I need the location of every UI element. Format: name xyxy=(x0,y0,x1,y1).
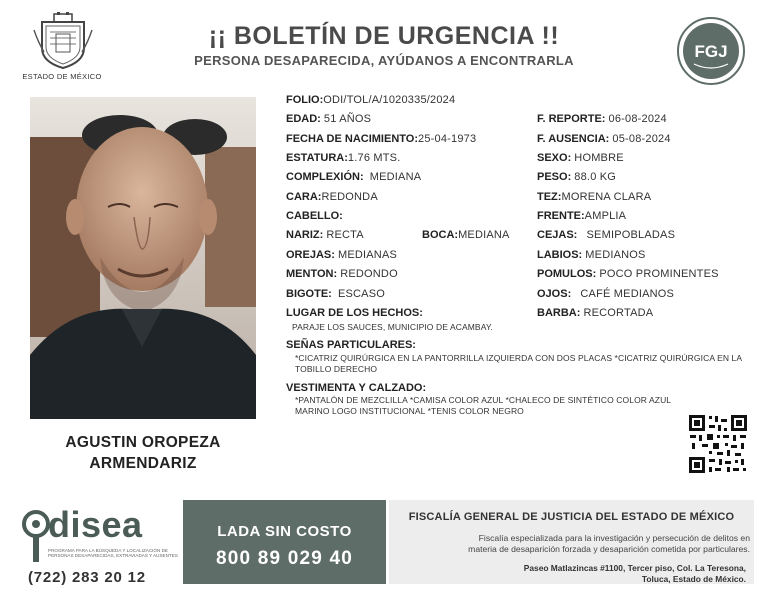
field-folio: FOLIO:ODI/TOL/A/1020335/2024 xyxy=(286,94,456,106)
vestimenta-line2: MARINO LOGO INSTITUCIONAL *TENIS COLOR NEGRO xyxy=(295,406,524,416)
fiscalia-address xyxy=(395,563,746,584)
person-name xyxy=(30,432,256,474)
bulletin-subtitle: PERSONA DESAPARECIDA, AYÚDANOS A ENCONTRARLA xyxy=(194,53,574,68)
field-nariz: NARIZ: RECTA xyxy=(286,229,364,241)
vestimenta-line1: *PANTALÓN DE MEZCLILLA *CAMISA COLOR AZUL *CHALECO DE SINTÉTICO COLOR AZUL xyxy=(295,395,672,405)
senas-particulares-label: SEÑAS PARTICULARES: xyxy=(286,339,416,351)
field-pomulos: POMULOS: POCO PROMINENTES xyxy=(537,268,719,280)
lada-sin-costo-panel xyxy=(183,500,386,584)
lada-phone-number[interactable]: 800 89 029 40 xyxy=(215,548,354,569)
odisea-tagline: PROGRAMA PARA LA BÚSQUEDA Y LOCALIZACIÓN DE PERSONAS DESAPARECIDAS, EXTRAVIADAS Y AUSENTES xyxy=(48,548,178,559)
field-frente: FRENTE:AMPLIA xyxy=(537,210,627,222)
address-line2: Toluca, Estado de México. xyxy=(641,573,746,584)
field-ojos: OJOS: CAFÉ MEDIANOS xyxy=(537,288,675,300)
vestimenta-label: VESTIMENTA Y CALZADO: xyxy=(286,382,427,394)
svg-text:FGJ: FGJ xyxy=(694,42,728,61)
field-barba: BARBA: RECORTADA xyxy=(537,307,654,319)
field-complexion: COMPLEXIÓN: MEDIANA xyxy=(286,171,422,183)
fiscalia-description xyxy=(395,533,750,554)
field-orejas: OREJAS: MEDIANAS xyxy=(286,249,398,261)
field-f-ausencia: F. AUSENCIA: 05-08-2024 xyxy=(537,133,671,145)
field-tez: TEZ:MORENA CLARA xyxy=(537,191,652,203)
field-labios: LABIOS: MEDIANOS xyxy=(537,249,646,261)
senas-line2: TOBILLO DERECHO xyxy=(295,364,378,374)
field-cara: CARA:REDONDA xyxy=(286,191,378,203)
address-line1: Paseo Matlazincas #1100, Tercer piso, Col. La Teresona, xyxy=(523,563,746,573)
field-boca: BOCA:MEDIANA xyxy=(422,229,510,241)
field-estatura: ESTATURA:1.76 MTS. xyxy=(286,152,401,164)
bulletin-title: ¡¡ BOLETÍN DE URGENCIA !! xyxy=(208,22,560,50)
qr-code-icon xyxy=(687,413,749,475)
field-cejas: CEJAS: SEMIPOBLADAS xyxy=(537,229,676,241)
fiscalia-title: FISCALÍA GENERAL DE JUSTICIA DEL ESTADO DE MÉXICO xyxy=(408,511,735,523)
senas-line1: *CICATRIZ QUIRÚRGICA EN LA PANTORRILLA IZQUIERDA CON DOS PLACAS *CICATRIZ QUIRÚRGICA EN LA xyxy=(295,353,743,363)
fiscalia-desc-line2: materia de desaparición forzada y desaparición cometida por particulares. xyxy=(468,543,750,554)
field-sexo: SEXO: HOMBRE xyxy=(537,152,624,164)
fgj-seal-icon xyxy=(676,16,746,86)
field-lugar-hechos: LUGAR DE LOS HECHOS: xyxy=(286,307,423,319)
lugar-hechos-value: PARAJE LOS SAUCES, MUNICIPIO DE ACAMBAY. xyxy=(292,322,493,332)
field-bigote: BIGOTE: ESCASO xyxy=(286,288,386,300)
fiscalia-desc-line1: Fiscalía especializada para la investigación y persecución de delitos en xyxy=(478,533,750,543)
person-name-line1: AGUSTIN OROPEZA xyxy=(65,434,221,451)
person-name-line2: ARMENDARIZ xyxy=(89,455,197,472)
odisea-phone[interactable]: (722) 283 20 12 xyxy=(28,569,146,586)
field-menton: MENTON: REDONDO xyxy=(286,268,398,280)
field-cabello: CABELLO: xyxy=(286,210,343,222)
field-f-reporte: F. REPORTE: 06-08-2024 xyxy=(537,113,667,125)
field-peso: PESO: 88.0 KG xyxy=(537,171,617,183)
missing-person-photo xyxy=(30,97,256,419)
state-label: ESTADO DE MÉXICO xyxy=(22,72,102,81)
field-fecha-nacimiento: FECHA DE NACIMIENTO:25-04-1973 xyxy=(286,133,477,145)
field-edad: EDAD: 51 AÑOS xyxy=(286,113,372,125)
odisea-logo-icon xyxy=(22,507,50,563)
lada-title: LADA SIN COSTO xyxy=(217,523,352,540)
odisea-wordmark: disea xyxy=(48,504,143,545)
